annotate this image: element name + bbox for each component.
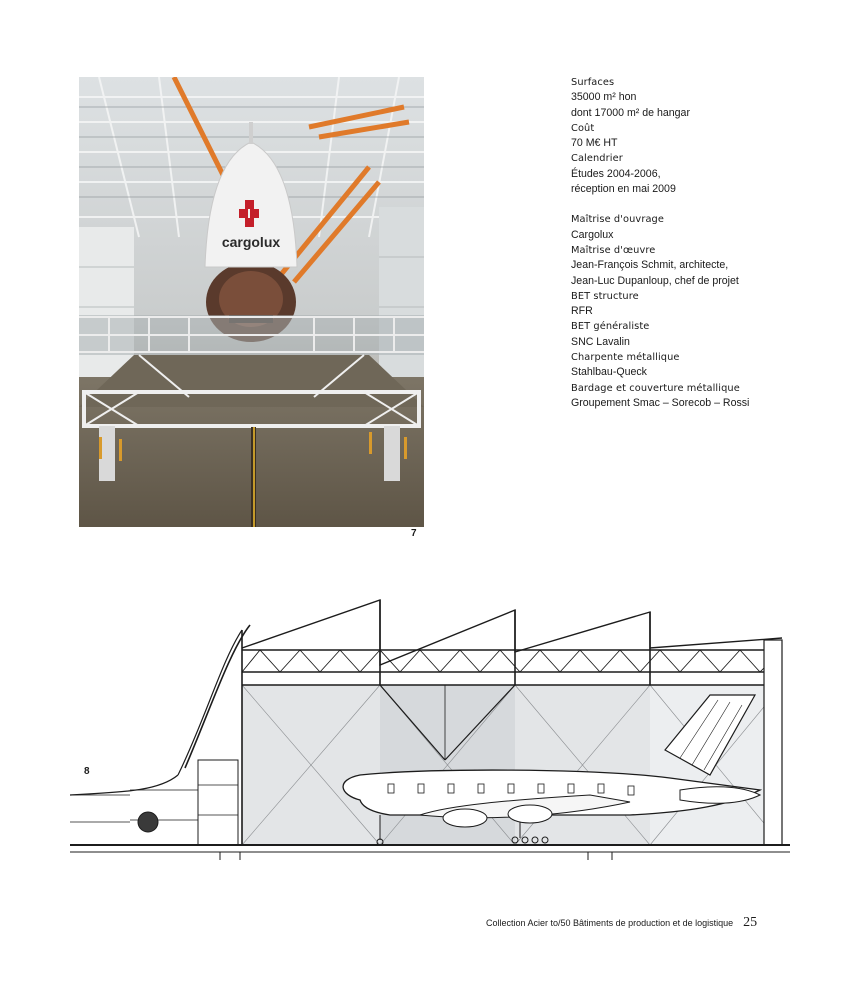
credit-line-value: Groupement Smac – Sorecob – Rossi [571, 396, 750, 409]
credit-line-label: BET structure [571, 290, 639, 302]
info-line-value: 35000 m² hon [571, 91, 637, 104]
figure-7-number: 7 [411, 528, 417, 539]
section-drawing-illustration [70, 590, 790, 860]
credit-line-value: Jean-François Schmit, architecte, [571, 259, 729, 272]
cargolux-logo-text: cargolux [221, 234, 281, 250]
credit-line-label: Bardage et couverture métallique [571, 382, 740, 394]
footer-collection-text: Collection Acier to/50 Bâtiments de production et de logistique [486, 918, 734, 928]
info-line-value: 70 M€ HT [571, 137, 618, 150]
info-line-label: Coût [571, 122, 595, 134]
credit-line-label: Charpente métallique [571, 352, 680, 364]
credit-line-value: RFR [571, 305, 593, 318]
info-line-value: dont 17000 m² de hangar [571, 106, 690, 119]
hangar-photo-illustration [79, 77, 424, 527]
credit-line-label: BET généraliste [571, 321, 650, 333]
figure-8-number: 8 [84, 766, 90, 777]
info-line-value: réception en mai 2009 [571, 183, 676, 196]
info-line-value: Études 2004-2006, [571, 167, 661, 180]
hangar-photo [79, 77, 424, 527]
hangar-section-drawing [70, 590, 790, 860]
credit-line-value: Stahlbau-Queck [571, 366, 647, 379]
credit-line-label: Maîtrise d'œuvre [571, 244, 656, 256]
project-info [571, 75, 841, 411]
credit-line-value: SNC Lavalin [571, 335, 630, 348]
credit-line-value: Jean-Luc Dupanloup, chef de projet [571, 274, 739, 287]
credit-line-value: Cargolux [571, 228, 614, 241]
credit-line-label: Maîtrise d'ouvrage [571, 214, 665, 226]
page-footer [486, 915, 757, 931]
info-line-label: Calendrier [571, 153, 623, 165]
info-line-label: Surfaces [571, 77, 615, 88]
page-number: 25 [743, 915, 758, 930]
